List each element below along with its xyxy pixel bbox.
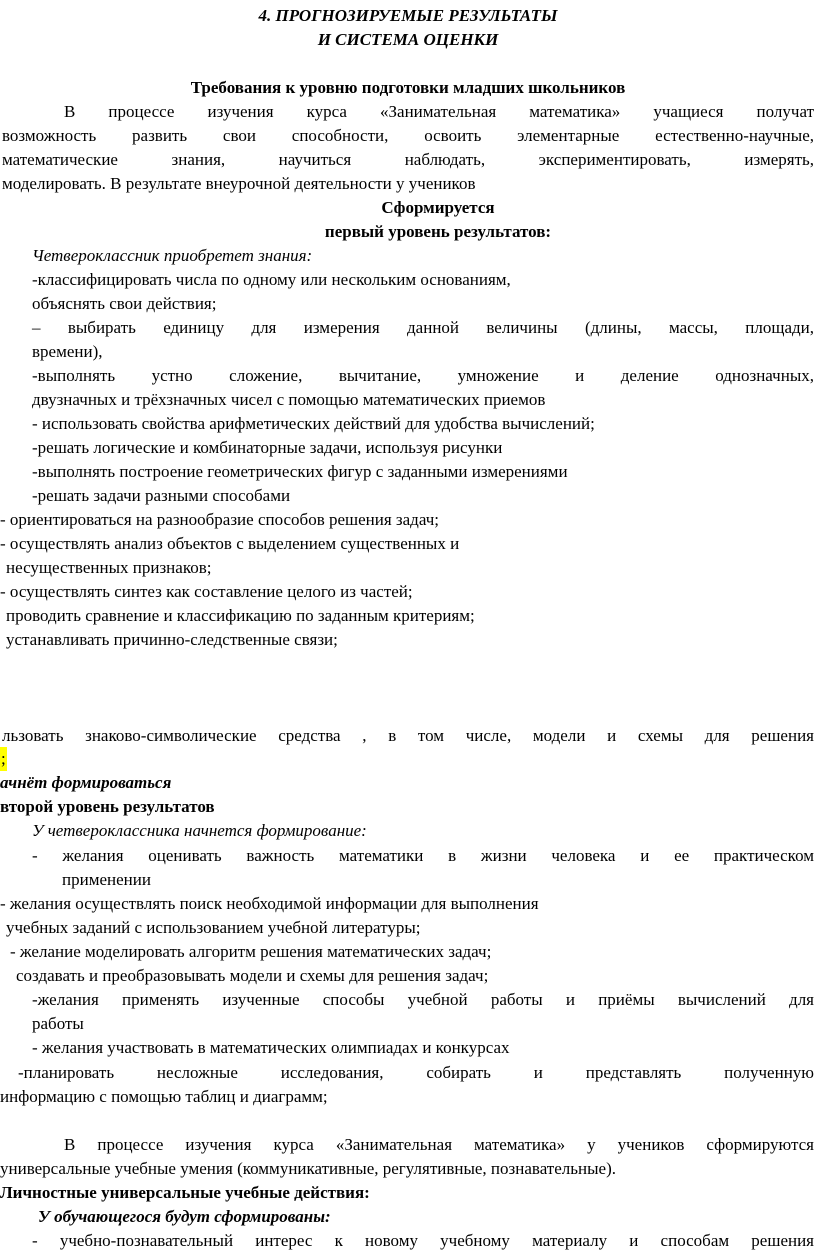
list-item: -решать задачи разными способами (32, 486, 291, 505)
outro-line: В процессе изучения курса «Занимательная математика» у учеников сформируются (64, 1135, 814, 1154)
list-item: - использовать свойства арифметических действий для удобства вычислений; (32, 414, 595, 433)
list-item: учебных заданий с использованием учебной литературы; (6, 918, 421, 937)
cut-line: льзовать знаково-символические средства , в том числе, модели и схемы для решения (2, 726, 814, 745)
list-item: -желания применять изученные способы учебной работы и приёмы вычислений для (32, 990, 814, 1009)
list-item: создавать и преобразовывать модели и схемы для решения задач; (16, 966, 489, 985)
list-item: - осуществлять синтез как составление целого из частей; (0, 582, 413, 601)
outro-line: универсальные учебные умения (коммуникативные, регулятивные, познавательные). (0, 1159, 616, 1178)
heading-line-2: И СИСТЕМА ОЦЕНКИ (317, 30, 499, 49)
personal-line: - учебно-познавательный интерес к новому учебному материалу и способам решения (32, 1231, 814, 1250)
list-item: – выбирать единицу для измерения данной величины (длины, массы, площади, (32, 318, 814, 337)
level1-subtitle-title: первый уровень результатов: (324, 222, 552, 241)
list-item: - желания участвовать в математических олимпиадах и конкурсах (32, 1038, 510, 1057)
requirements-title: Требования к уровню подготовки младших школьников (190, 78, 626, 97)
personal-title: Личностные универсальные учебные действия: (0, 1183, 370, 1202)
list-item: работы (32, 1014, 84, 1033)
list-item: времени), (32, 342, 103, 361)
intro-line: математические знания, научиться наблюдать, экспериментировать, измерять, (2, 150, 814, 169)
intro-line: В процессе изучения курса «Занимательная математика» учащиеся получат (64, 102, 814, 121)
list-item: информацию с помощью таблиц и диаграмм; (0, 1087, 328, 1106)
highlight-mark: ; (0, 747, 7, 771)
list-item: объяснять свои действия; (32, 294, 217, 313)
intro-line: моделировать. В результате внеурочной деятельности у учеников (2, 174, 476, 193)
list-item: несущественных признаков; (6, 558, 212, 577)
level1-lead: Четвероклассник приобретет знания: (32, 246, 313, 265)
list-item: -выполнять построение геометрических фигур с заданными измерениями (32, 462, 568, 481)
list-item: - ориентироваться на разнообразие способов решения задач; (0, 510, 439, 529)
level2-lead: У четвероклассника начнется формирование: (32, 821, 367, 840)
list-item: применении (62, 870, 151, 889)
list-item: -решать логические и комбинаторные задачи, используя рисунки (32, 438, 503, 457)
list-item: - желания осуществлять поиск необходимой информации для выполнения (0, 894, 539, 913)
personal-subtitle: У обучающегося будут сформированы: (38, 1207, 331, 1226)
list-item: - желания оценивать важность математики в жизни человека и ее практическом (32, 846, 814, 865)
intro-line: возможность развить свои способности, освоить элементарные естественно-научные, (2, 126, 814, 145)
list-item: устанавливать причинно-следственные связи; (6, 630, 338, 649)
list-item: -планировать несложные исследования, собирать и представлять полученную (18, 1063, 814, 1082)
list-item: - осуществлять анализ объектов с выделением существенных и (0, 534, 460, 553)
level2-subtitle-title: второй уровень результатов (0, 797, 215, 816)
list-item: - желание моделировать алгоритм решения математических задач; (10, 942, 492, 961)
list-item: двузначных и трёхзначных чисел с помощью математических приемов (32, 390, 546, 409)
heading-line-1: 4. ПРОГНОЗИРУЕМЫЕ РЕЗУЛЬТАТЫ (258, 6, 558, 25)
list-item: -выполнять устно сложение, вычитание, умножение и деление однозначных, (32, 366, 814, 385)
list-item: -классифицировать числа по одному или нескольким основаниям, (32, 270, 511, 289)
level2-title: ачнёт формироваться (0, 773, 172, 792)
list-item: проводить сравнение и классификацию по заданным критериям; (6, 606, 475, 625)
level1-title: Сформируется (381, 198, 495, 217)
